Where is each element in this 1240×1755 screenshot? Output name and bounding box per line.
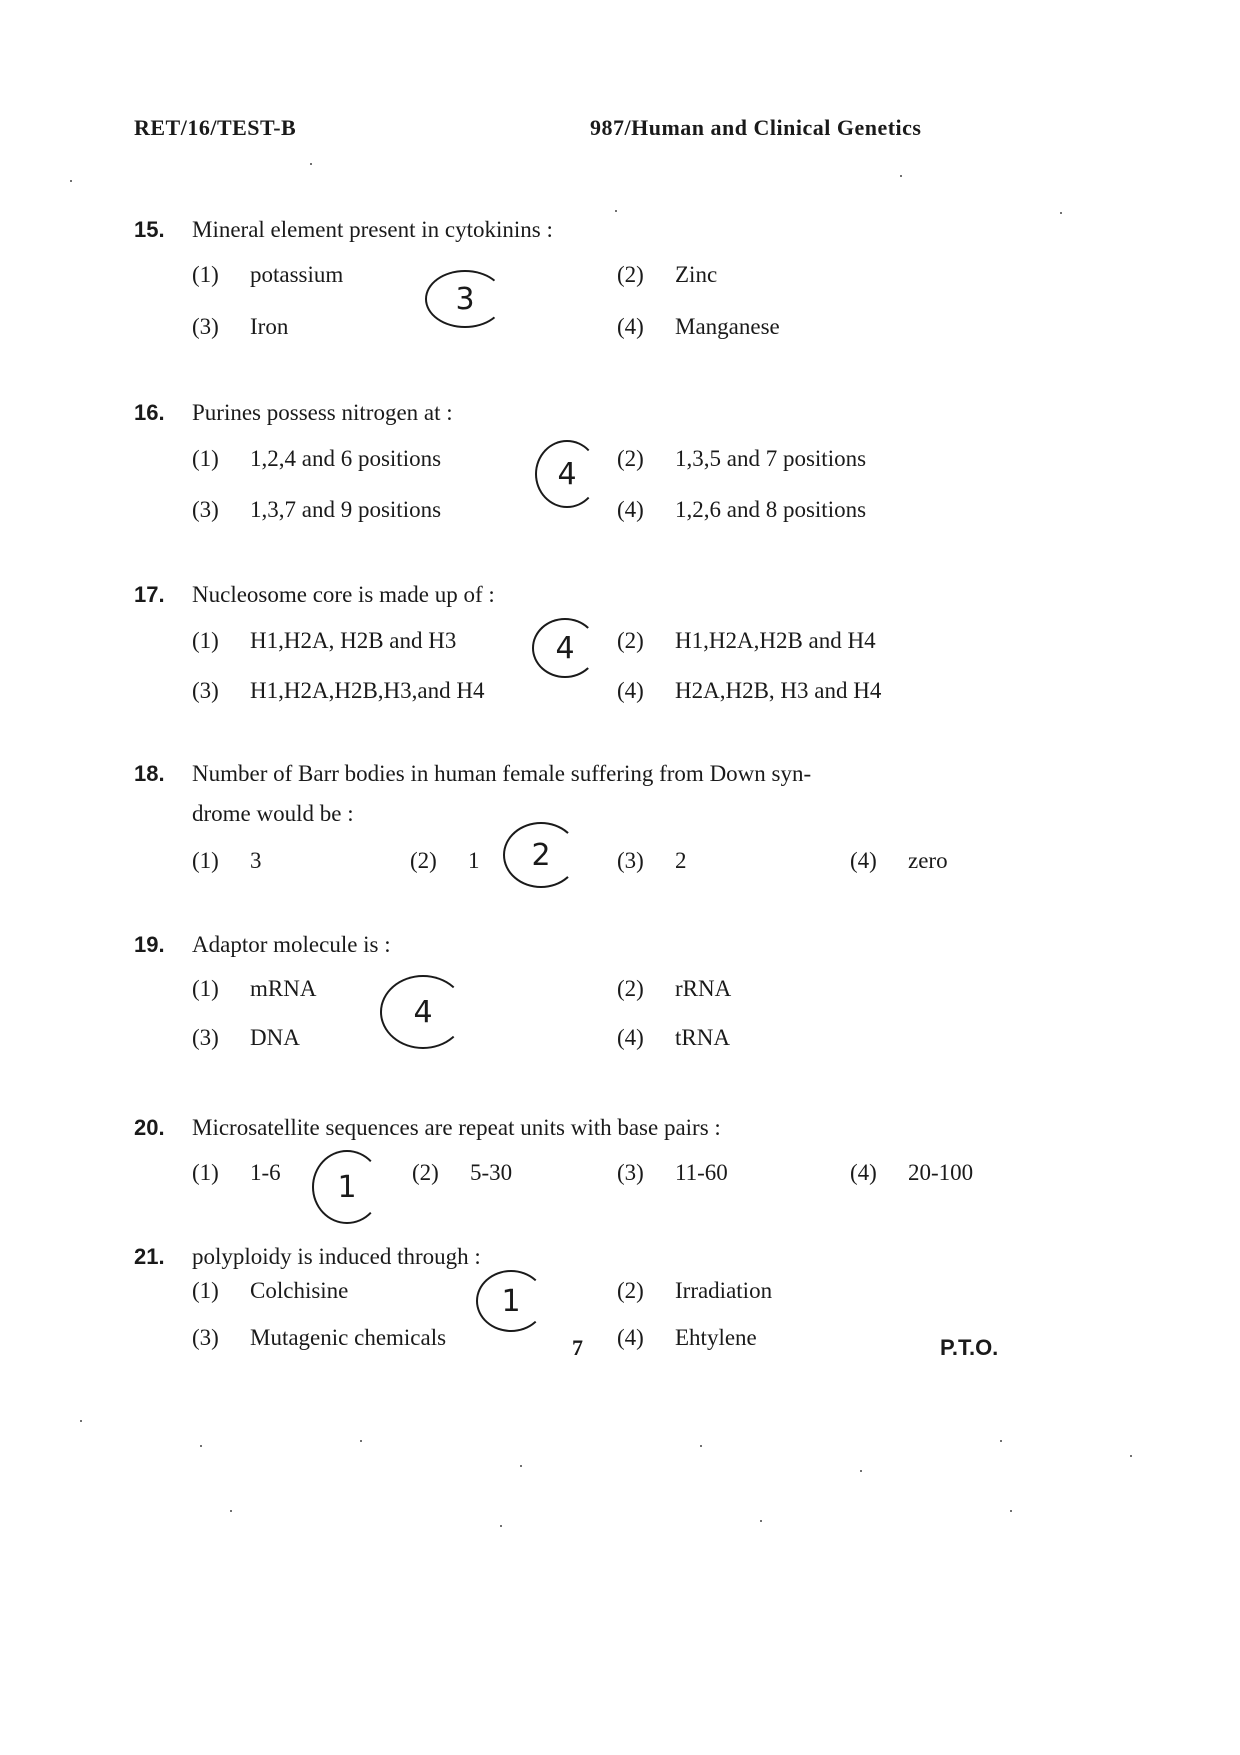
question-21 [134,1237,1054,1277]
option-1: (1) 1,2,4 and 6 positions [192,446,442,471]
question-17 [134,575,1054,615]
question-text-continued: drome would be : [192,801,354,826]
question-number: 20. [134,1115,165,1140]
question-text: Number of Barr bodies in human female suffering from Down syn- [192,761,812,786]
question-text: Microsatellite sequences are repeat units with base pairs : [192,1115,721,1140]
paper-title: 987/Human and Clinical Genetics [590,115,922,140]
handwritten-answer-mark: 3 [425,270,505,328]
handwritten-answer-mark: 4 [535,440,599,508]
option-2: (2) Irradiation [617,1278,773,1303]
question-19 [134,925,1054,965]
handwritten-answer-mark: 4 [532,618,598,678]
question-text: Purines possess nitrogen at : [192,400,453,425]
page-number: 7 [572,1335,583,1360]
option-3: (3) 2 [617,848,687,873]
exam-code: RET/16/TEST-B [134,115,297,140]
question-text: polyploidy is induced through : [192,1244,481,1269]
question-number: 18. [134,761,165,786]
option-3: (3) Iron [192,314,289,339]
question-text: Mineral element present in cytokinins : [192,217,553,242]
option-2: (2) H1,H2A,H2B and H4 [617,628,876,653]
option-4: (4) zero [850,848,948,873]
option-2: (2) Zinc [617,262,718,287]
question-number: 16. [134,400,165,425]
option-2: (2) 5-30 [412,1160,513,1185]
question-16 [134,393,1054,433]
option-1: (1) 3 [192,848,262,873]
please-turn-over: P.T.O. [940,1335,999,1360]
option-4: (4) 20-100 [850,1160,974,1185]
question-text: Adaptor molecule is : [192,932,391,957]
question-text: Nucleosome core is made up of : [192,582,495,607]
handwritten-answer-mark: 4 [380,975,466,1049]
handwritten-answer-mark: 2 [503,822,579,888]
option-1: (1) H1,H2A, H2B and H3 [192,628,457,653]
question-number: 21. [134,1244,165,1269]
option-2: (2) 1 [410,848,480,873]
option-1: (1) mRNA [192,976,317,1001]
question-number: 17. [134,582,165,607]
option-3: (3) DNA [192,1025,300,1050]
question-18 [134,754,1054,834]
question-20 [134,1108,1054,1148]
option-3: (3) H1,H2A,H2B,H3,and H4 [192,678,485,703]
option-4: (4) 1,2,6 and 8 positions [617,497,867,522]
option-3: (3) 11-60 [617,1160,728,1185]
option-2: (2) rRNA [617,976,732,1001]
option-4: (4) Ehtylene [617,1325,757,1350]
option-3: (3) Mutagenic chemicals [192,1325,447,1350]
option-2: (2) 1,3,5 and 7 positions [617,446,867,471]
question-15 [134,210,1054,250]
option-1: (1) potassium [192,262,344,287]
handwritten-answer-mark: 1 [312,1150,382,1224]
option-4: (4) H2A,H2B, H3 and H4 [617,678,882,703]
option-1: (1) 1-6 [192,1160,281,1185]
option-1: (1) Colchisine [192,1278,349,1303]
option-4: (4) Manganese [617,314,780,339]
question-number: 19. [134,932,165,957]
question-number: 15. [134,217,165,242]
handwritten-answer-mark: 1 [476,1270,546,1332]
option-3: (3) 1,3,7 and 9 positions [192,497,442,522]
option-4: (4) tRNA [617,1025,730,1050]
